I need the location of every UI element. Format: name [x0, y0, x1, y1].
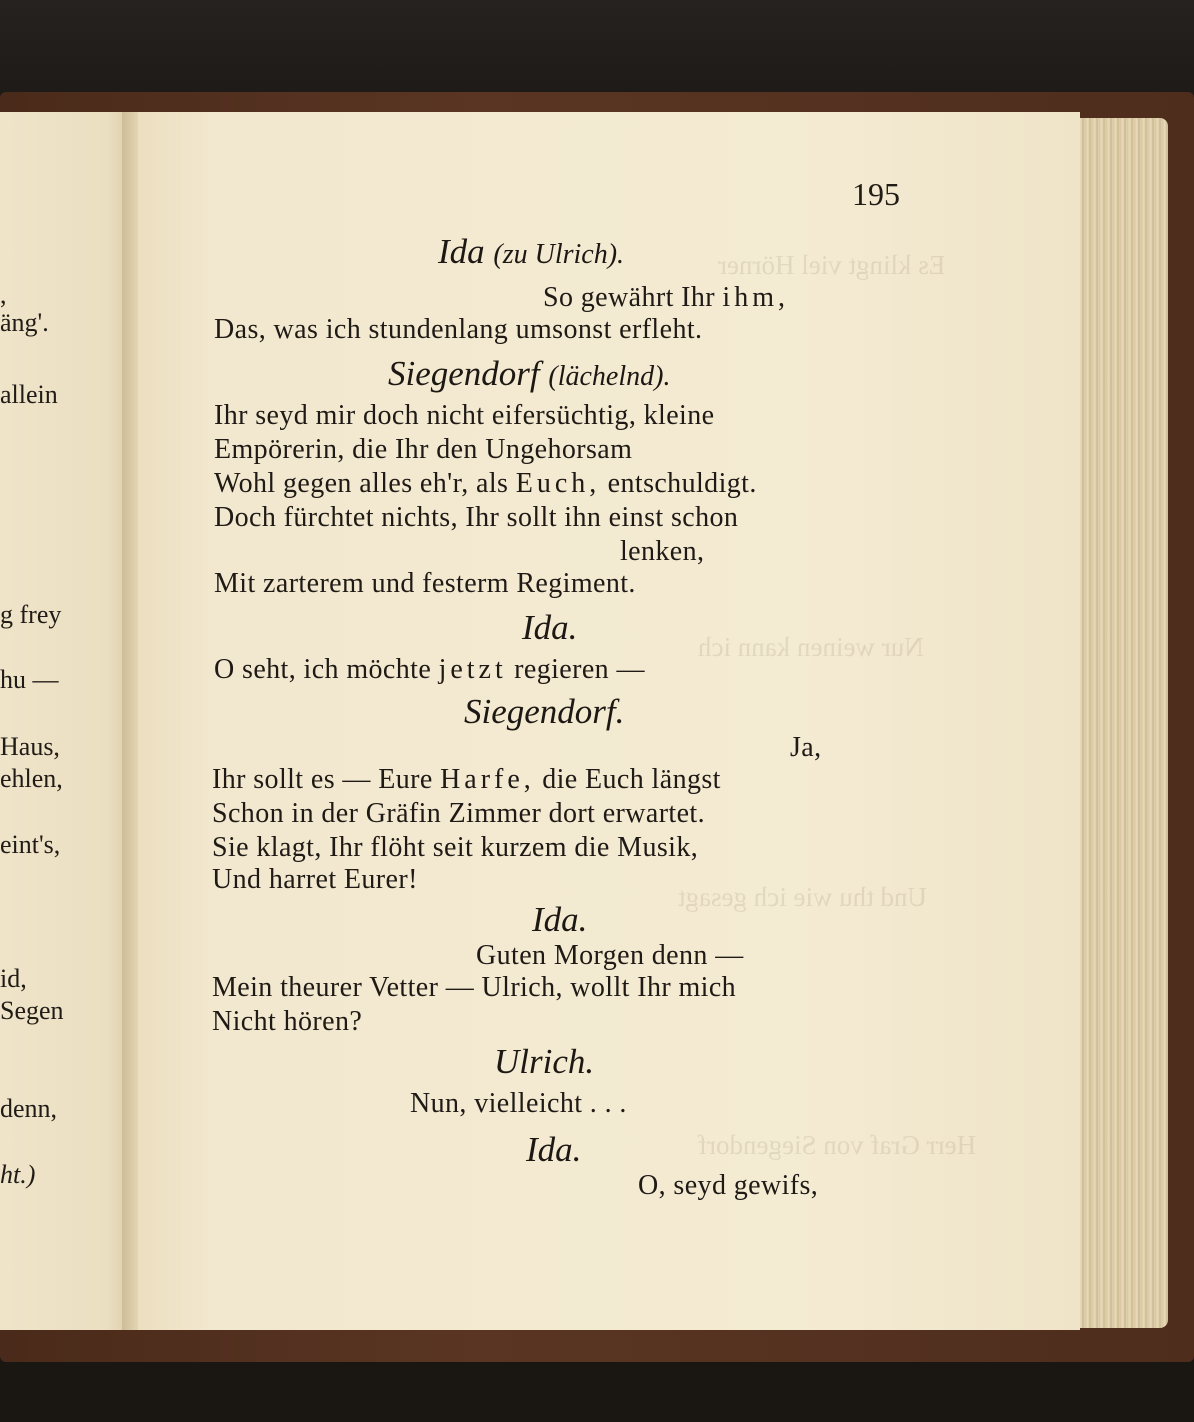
verse-line: Schon in der Gräfin Zimmer dort erwartet.	[212, 798, 706, 829]
left-page-text	[0, 112, 134, 1330]
verse-text: So gewährt Ihr	[543, 282, 716, 313]
emphasis-text: ihm,	[722, 282, 789, 313]
verse-line: Doch fürchtet nichts, Ihr sollt ihn einst schon	[214, 502, 739, 533]
speaker-name: Ida.	[532, 900, 588, 939]
verse-line	[214, 654, 645, 686]
emphasis-text: Harfe,	[440, 764, 535, 795]
verse-text: Wohl gegen alles eh'r, als	[214, 468, 509, 499]
left-fragment: ht.)	[0, 1160, 36, 1189]
stage-direction: (zu Ulrich).	[493, 239, 625, 270]
emphasis-text: Euch,	[515, 468, 601, 499]
verse-line: Guten Morgen denn —	[476, 940, 744, 971]
verse-line	[214, 468, 757, 500]
verse-line	[212, 764, 721, 796]
verse-line: Und harret Eurer!	[212, 864, 418, 895]
left-fragment: ,	[0, 280, 7, 309]
speaker-label: Ida	[438, 232, 485, 271]
left-fragment: hu —	[0, 665, 59, 694]
left-fragment: id,	[0, 964, 27, 993]
verse-text: entschuldigt.	[607, 468, 757, 499]
verse-line: Mit zarterem und festerm Regiment.	[214, 568, 636, 599]
emphasis-text: jetzt	[438, 654, 507, 685]
left-page	[0, 112, 134, 1330]
speaker-name: Ida.	[526, 1130, 582, 1169]
verse-line	[543, 282, 789, 314]
page-edges	[1078, 118, 1168, 1328]
left-fragment: ehlen,	[0, 764, 63, 793]
left-fragment: allein	[0, 380, 58, 409]
page-number: 195	[852, 176, 900, 212]
left-fragment: eint's,	[0, 830, 61, 859]
left-fragment: denn,	[0, 1094, 58, 1123]
speaker-name	[438, 232, 624, 272]
verse-line: Das, was ich stundenlang umsonst erfleht.	[214, 314, 703, 345]
speaker-name: Ida.	[522, 608, 578, 647]
verse-text: die Euch längst	[542, 764, 721, 795]
verse-line: Ja,	[790, 732, 822, 763]
left-fragment: äng'.	[0, 308, 49, 337]
speaker-name	[388, 354, 670, 394]
verse-text: O seht, ich möchte	[214, 654, 432, 685]
bleed-through-text: Nur weinen kann ich	[698, 632, 924, 662]
verse-line: Ihr seyd mir doch nicht eifersüchtig, kleine	[214, 400, 715, 431]
bleed-through-text: Herr Graf von Siegendorf	[698, 1130, 977, 1160]
verse-text: Ihr sollt es — Eure	[212, 764, 433, 795]
verse-line: lenken,	[620, 536, 705, 567]
bleed-through-text: Und thu wie ich gesagt	[678, 882, 927, 912]
verse-text: regieren —	[514, 654, 645, 685]
bleed-through-text: Es klingt viel Hörner	[718, 250, 946, 280]
stage-direction: (lächelnd).	[548, 361, 671, 392]
speaker-name: Ulrich.	[494, 1042, 595, 1081]
verse-line: Nicht hören?	[212, 1006, 363, 1037]
left-fragment: Haus,	[0, 732, 60, 761]
verse-line: Empörerin, die Ihr den Ungehorsam	[214, 434, 633, 465]
left-fragment: Segen	[0, 996, 64, 1025]
verse-line: Mein theurer Vetter — Ulrich, wollt Ihr mich	[212, 972, 737, 1003]
left-fragment: g frey	[0, 600, 62, 629]
speaker-name: Siegendorf.	[464, 692, 625, 731]
verse-line: Sie klagt, Ihr flöht seit kurzem die Musik,	[212, 832, 699, 863]
speaker-label: Siegendorf	[388, 354, 540, 393]
verse-line: Nun, vielleicht . . .	[410, 1088, 627, 1119]
verse-line: O, seyd gewifs,	[638, 1170, 819, 1201]
